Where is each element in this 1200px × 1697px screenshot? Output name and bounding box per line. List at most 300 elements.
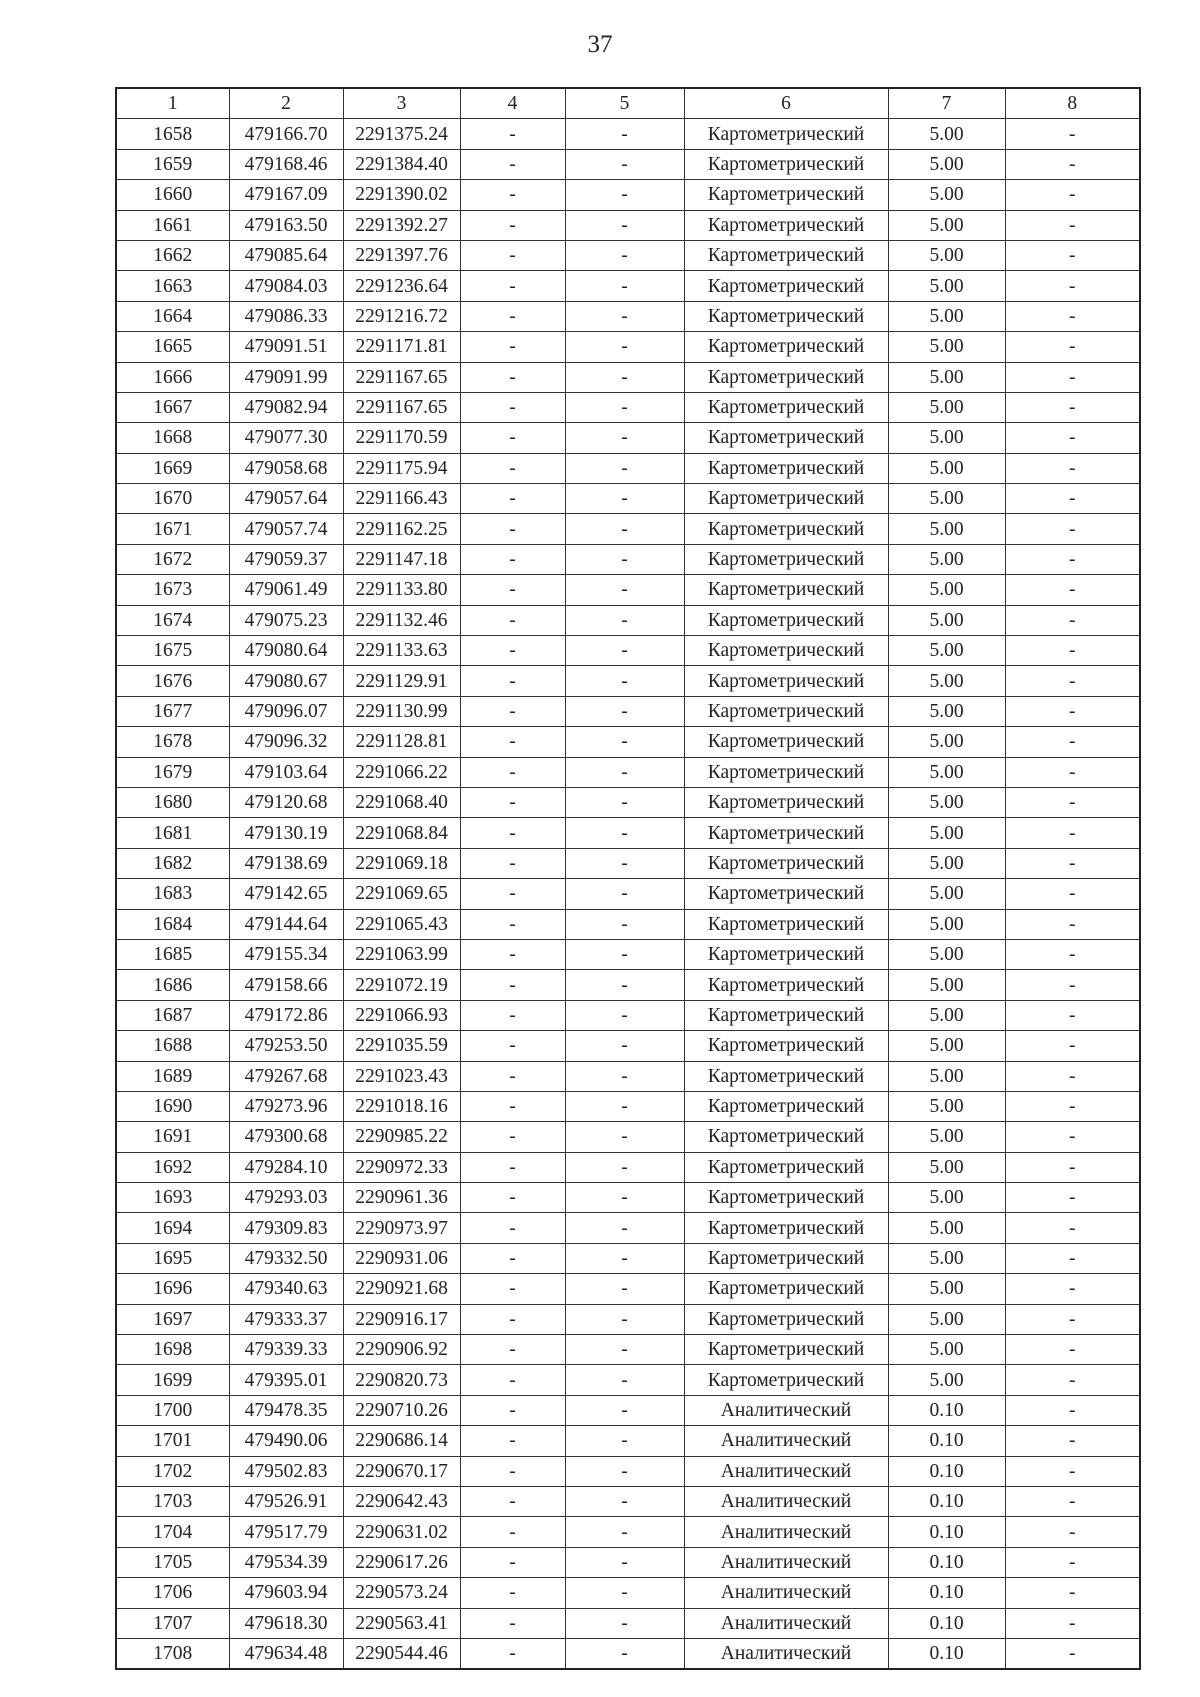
table-cell: 2290973.97 [343, 1213, 460, 1243]
table-cell: 1676 [116, 666, 229, 696]
table-cell: 1665 [116, 332, 229, 362]
table-cell: - [460, 818, 565, 848]
table-cell: - [1005, 1183, 1140, 1213]
table-cell: 5.00 [888, 1061, 1005, 1091]
table-cell: - [460, 575, 565, 605]
table-cell: - [460, 1091, 565, 1121]
table-cell: Картометрический [684, 818, 888, 848]
table-cell: 1693 [116, 1183, 229, 1213]
table-cell: 1698 [116, 1335, 229, 1365]
table-cell: 2291128.81 [343, 727, 460, 757]
table-cell: - [1005, 362, 1140, 392]
table-cell: 5.00 [888, 1031, 1005, 1061]
table-cell: - [1005, 696, 1140, 726]
table-cell: 1701 [116, 1426, 229, 1456]
table-cell: - [565, 1031, 684, 1061]
table-cell: 1677 [116, 696, 229, 726]
table-cell: 479293.03 [229, 1183, 343, 1213]
table-row [116, 1152, 1140, 1182]
table-cell: - [1005, 180, 1140, 210]
table-cell: - [1005, 392, 1140, 422]
table-cell: Картометрический [684, 909, 888, 939]
table-cell: 2291147.18 [343, 544, 460, 574]
table-cell: - [460, 1031, 565, 1061]
table-row [116, 818, 1140, 848]
table-cell: - [1005, 240, 1140, 270]
table-cell: - [460, 970, 565, 1000]
table-cell: - [460, 1426, 565, 1456]
table-cell: Картометрический [684, 1000, 888, 1030]
table-cell: Картометрический [684, 575, 888, 605]
table-cell: 0.10 [888, 1547, 1005, 1577]
table-cell: 1686 [116, 970, 229, 1000]
table-cell: 5.00 [888, 1243, 1005, 1273]
table-cell: Картометрический [684, 240, 888, 270]
table-row [116, 605, 1140, 635]
table-cell: - [460, 1486, 565, 1516]
table-cell: 5.00 [888, 423, 1005, 453]
table-cell: 1694 [116, 1213, 229, 1243]
table-cell: - [1005, 1547, 1140, 1577]
table-cell: 1672 [116, 544, 229, 574]
table-cell: 5.00 [888, 636, 1005, 666]
table-cell: Картометрический [684, 544, 888, 574]
table-row [116, 1608, 1140, 1638]
table-cell: 479080.67 [229, 666, 343, 696]
table-cell: - [460, 149, 565, 179]
table-row [116, 453, 1140, 483]
table-row [116, 1000, 1140, 1030]
table-cell: Картометрический [684, 727, 888, 757]
table-cell: - [1005, 423, 1140, 453]
table-cell: 2291216.72 [343, 301, 460, 331]
table-cell: - [565, 1638, 684, 1669]
table-cell: - [565, 240, 684, 270]
table-cell: - [565, 696, 684, 726]
table-cell: 1683 [116, 879, 229, 909]
table-cell: 479091.99 [229, 362, 343, 392]
table-cell: 2291392.27 [343, 210, 460, 240]
table-cell: - [565, 453, 684, 483]
table-cell: 2290931.06 [343, 1243, 460, 1273]
table-cell: Картометрический [684, 605, 888, 635]
table-cell: 479091.51 [229, 332, 343, 362]
table-cell: 479333.37 [229, 1304, 343, 1334]
table-cell: 1690 [116, 1091, 229, 1121]
table-cell: Картометрический [684, 1213, 888, 1243]
table-cell: - [460, 879, 565, 909]
table-cell: 2291069.65 [343, 879, 460, 909]
table-cell: 0.10 [888, 1578, 1005, 1608]
table-cell: 1669 [116, 453, 229, 483]
table-cell: 5.00 [888, 909, 1005, 939]
table-row [116, 1578, 1140, 1608]
table-cell: Аналитический [684, 1395, 888, 1425]
table-cell: 479603.94 [229, 1578, 343, 1608]
column-header-1: 1 [116, 88, 229, 119]
table-cell: 479284.10 [229, 1152, 343, 1182]
table-cell: - [565, 1608, 684, 1638]
table-cell: 2290820.73 [343, 1365, 460, 1395]
table-cell: 1705 [116, 1547, 229, 1577]
table-cell: - [1005, 1031, 1140, 1061]
table-cell: - [460, 909, 565, 939]
table-cell: 2291065.43 [343, 909, 460, 939]
table-cell: 2291397.76 [343, 240, 460, 270]
table-cell: 2291023.43 [343, 1061, 460, 1091]
table-row [116, 696, 1140, 726]
column-header-4: 4 [460, 88, 565, 119]
table-cell: 479085.64 [229, 240, 343, 270]
table-cell: Картометрический [684, 210, 888, 240]
table-row [116, 423, 1140, 453]
table-cell: Картометрический [684, 939, 888, 969]
table-cell: - [565, 1213, 684, 1243]
table-cell: - [1005, 484, 1140, 514]
table-row [116, 1395, 1140, 1425]
table-cell: 2290985.22 [343, 1122, 460, 1152]
table-row [116, 301, 1140, 331]
table-cell: 5.00 [888, 119, 1005, 149]
table-cell: 2290921.68 [343, 1274, 460, 1304]
table-cell: Картометрический [684, 848, 888, 878]
table-cell: 2291035.59 [343, 1031, 460, 1061]
table-cell: - [1005, 1091, 1140, 1121]
table-cell: - [460, 514, 565, 544]
table-cell: 1688 [116, 1031, 229, 1061]
table-cell: - [1005, 1426, 1140, 1456]
table-cell: - [1005, 787, 1140, 817]
table-cell: 479080.64 [229, 636, 343, 666]
table-cell: - [460, 1395, 565, 1425]
table-row [116, 1638, 1140, 1669]
table-cell: 1671 [116, 514, 229, 544]
table-cell: 0.10 [888, 1486, 1005, 1516]
table-cell: Картометрический [684, 1335, 888, 1365]
table-cell: - [460, 544, 565, 574]
table-cell: 2291170.59 [343, 423, 460, 453]
table-cell: Картометрический [684, 484, 888, 514]
table-cell: Картометрический [684, 1243, 888, 1273]
table-cell: Картометрический [684, 1091, 888, 1121]
table-cell: 1682 [116, 848, 229, 878]
table-cell: Аналитический [684, 1517, 888, 1547]
table-header-row [116, 88, 1140, 119]
table-cell: - [460, 727, 565, 757]
table-cell: - [565, 939, 684, 969]
table-cell: Картометрический [684, 666, 888, 696]
table-cell: - [1005, 970, 1140, 1000]
table-cell: 479395.01 [229, 1365, 343, 1395]
table-cell: 5.00 [888, 301, 1005, 331]
table-cell: 5.00 [888, 1000, 1005, 1030]
table-cell: - [1005, 1456, 1140, 1486]
column-header-2: 2 [229, 88, 343, 119]
table-cell: - [565, 1061, 684, 1091]
table-cell: 1678 [116, 727, 229, 757]
table-cell: 1689 [116, 1061, 229, 1091]
table-cell: - [565, 1091, 684, 1121]
table-cell: 479163.50 [229, 210, 343, 240]
table-cell: 2291166.43 [343, 484, 460, 514]
table-cell: - [1005, 119, 1140, 149]
table-row [116, 757, 1140, 787]
table-row [116, 1304, 1140, 1334]
table-cell: 0.10 [888, 1517, 1005, 1547]
table-cell: Картометрический [684, 1061, 888, 1091]
table-row [116, 1486, 1140, 1516]
table-cell: - [1005, 636, 1140, 666]
table-cell: 2291171.81 [343, 332, 460, 362]
table-cell: 1707 [116, 1608, 229, 1638]
table-cell: - [460, 1213, 565, 1243]
table-cell: 1706 [116, 1578, 229, 1608]
table-cell: Картометрический [684, 362, 888, 392]
table-cell: 2290972.33 [343, 1152, 460, 1182]
table-cell: Картометрический [684, 879, 888, 909]
table-cell: - [1005, 1000, 1140, 1030]
table-cell: - [460, 666, 565, 696]
table-row [116, 636, 1140, 666]
table-row [116, 362, 1140, 392]
table-cell: - [1005, 1274, 1140, 1304]
table-cell: 1680 [116, 787, 229, 817]
table-cell: 2291066.22 [343, 757, 460, 787]
table-row [116, 1547, 1140, 1577]
table-cell: Картометрический [684, 301, 888, 331]
table-cell: 2291162.25 [343, 514, 460, 544]
table-cell: - [565, 666, 684, 696]
table-cell: 5.00 [888, 1183, 1005, 1213]
table-cell: 1664 [116, 301, 229, 331]
table-cell: 479168.46 [229, 149, 343, 179]
table-cell: 479340.63 [229, 1274, 343, 1304]
table-cell: 5.00 [888, 757, 1005, 787]
table-cell: - [460, 696, 565, 726]
table-cell: 2290563.41 [343, 1608, 460, 1638]
table-cell: 1685 [116, 939, 229, 969]
table-row [116, 787, 1140, 817]
table-cell: - [565, 636, 684, 666]
table-cell: 5.00 [888, 453, 1005, 483]
table-cell: 2291132.46 [343, 605, 460, 635]
table-cell: 479077.30 [229, 423, 343, 453]
table-cell: - [460, 605, 565, 635]
table-cell: 479142.65 [229, 879, 343, 909]
table-cell: Картометрический [684, 1274, 888, 1304]
table-row [116, 1213, 1140, 1243]
table-cell: 2290916.17 [343, 1304, 460, 1334]
table-cell: 1662 [116, 240, 229, 270]
table-cell: - [1005, 1213, 1140, 1243]
table-cell: 479267.68 [229, 1061, 343, 1091]
table-row [116, 1183, 1140, 1213]
table-cell: 479166.70 [229, 119, 343, 149]
table-cell: Картометрический [684, 392, 888, 422]
table-cell: 1695 [116, 1243, 229, 1273]
table-cell: - [565, 1243, 684, 1273]
table-cell: - [565, 210, 684, 240]
table-cell: 1673 [116, 575, 229, 605]
table-cell: 5.00 [888, 332, 1005, 362]
table-cell: 1699 [116, 1365, 229, 1395]
table-cell: Картометрический [684, 787, 888, 817]
table-cell: 1667 [116, 392, 229, 422]
table-cell: 479526.91 [229, 1486, 343, 1516]
table-cell: 2291167.65 [343, 362, 460, 392]
table-cell: - [460, 636, 565, 666]
table-row [116, 392, 1140, 422]
table-cell: 5.00 [888, 1304, 1005, 1334]
table-cell: - [1005, 605, 1140, 635]
table-cell: 479138.69 [229, 848, 343, 878]
table-cell: 479478.35 [229, 1395, 343, 1425]
table-row [116, 879, 1140, 909]
table-cell: 2291133.80 [343, 575, 460, 605]
table-cell: 2291018.16 [343, 1091, 460, 1121]
table-row [116, 119, 1140, 149]
table-cell: - [1005, 1638, 1140, 1669]
table-cell: - [565, 1152, 684, 1182]
table-cell: 5.00 [888, 787, 1005, 817]
table-cell: 1660 [116, 180, 229, 210]
table-cell: - [565, 1395, 684, 1425]
table-cell: Картометрический [684, 970, 888, 1000]
table-cell: - [565, 1183, 684, 1213]
table-row [116, 1122, 1140, 1152]
table-cell: 2290906.92 [343, 1335, 460, 1365]
table-row [116, 210, 1140, 240]
table-cell: - [565, 514, 684, 544]
table-cell: 479084.03 [229, 271, 343, 301]
table-cell: - [1005, 1335, 1140, 1365]
table-cell: 2291133.63 [343, 636, 460, 666]
table-cell: 1687 [116, 1000, 229, 1030]
table-cell: 5.00 [888, 1365, 1005, 1395]
table-cell: Аналитический [684, 1456, 888, 1486]
table-cell: 479253.50 [229, 1031, 343, 1061]
page-number: 37 [587, 31, 613, 58]
table-cell: 5.00 [888, 392, 1005, 422]
table-cell: - [460, 453, 565, 483]
table-cell: Картометрический [684, 149, 888, 179]
table-cell: Картометрический [684, 332, 888, 362]
table-cell: - [565, 1365, 684, 1395]
table-cell: - [460, 392, 565, 422]
table-cell: - [460, 180, 565, 210]
table-cell: 5.00 [888, 271, 1005, 301]
table-cell: 479332.50 [229, 1243, 343, 1273]
table-cell: 2291375.24 [343, 119, 460, 149]
table-cell: Аналитический [684, 1547, 888, 1577]
table-cell: 5.00 [888, 149, 1005, 179]
table-cell: 479130.19 [229, 818, 343, 848]
table-cell: - [565, 1000, 684, 1030]
table-cell: 2290710.26 [343, 1395, 460, 1425]
table-cell: 5.00 [888, 575, 1005, 605]
table-cell: 2290617.26 [343, 1547, 460, 1577]
table-cell: - [460, 484, 565, 514]
table-cell: Картометрический [684, 119, 888, 149]
table-cell: 5.00 [888, 180, 1005, 210]
table-cell: - [565, 1456, 684, 1486]
table-cell: - [460, 1547, 565, 1577]
table-cell: 1700 [116, 1395, 229, 1425]
table-cell: - [1005, 514, 1140, 544]
table-cell: 479534.39 [229, 1547, 343, 1577]
table-cell: 5.00 [888, 484, 1005, 514]
table-cell: - [1005, 727, 1140, 757]
table-row [116, 1031, 1140, 1061]
table-cell: Картометрический [684, 271, 888, 301]
table-cell: 479502.83 [229, 1456, 343, 1486]
table-cell: 479058.68 [229, 453, 343, 483]
table-cell: - [565, 362, 684, 392]
table-row [116, 514, 1140, 544]
table-cell: 2291129.91 [343, 666, 460, 696]
table-cell: - [1005, 1608, 1140, 1638]
table-cell: - [460, 1365, 565, 1395]
table-cell: Картометрический [684, 180, 888, 210]
table-cell: 5.00 [888, 1274, 1005, 1304]
table-cell: 5.00 [888, 605, 1005, 635]
table-cell: - [460, 240, 565, 270]
table-cell: 479158.66 [229, 970, 343, 1000]
table-cell: 5.00 [888, 666, 1005, 696]
table-cell: 479096.07 [229, 696, 343, 726]
table-cell: - [565, 1335, 684, 1365]
table-cell: - [1005, 848, 1140, 878]
table-cell: - [565, 1304, 684, 1334]
table-cell: 1702 [116, 1456, 229, 1486]
table-row [116, 1243, 1140, 1273]
table-cell: - [1005, 1061, 1140, 1091]
table-cell: 479057.74 [229, 514, 343, 544]
table-cell: - [460, 210, 565, 240]
table-row [116, 1335, 1140, 1365]
table-cell: - [460, 1638, 565, 1669]
table-cell: - [460, 939, 565, 969]
table-cell: Аналитический [684, 1426, 888, 1456]
table-row [116, 970, 1140, 1000]
table-cell: - [1005, 453, 1140, 483]
table-cell: - [565, 1517, 684, 1547]
table-row [116, 909, 1140, 939]
table-cell: 5.00 [888, 727, 1005, 757]
table-cell: - [565, 605, 684, 635]
table-cell: 479059.37 [229, 544, 343, 574]
table-cell: - [1005, 1152, 1140, 1182]
table-cell: - [460, 1578, 565, 1608]
table-cell: 1659 [116, 149, 229, 179]
table-cell: - [565, 119, 684, 149]
table-cell: 2291072.19 [343, 970, 460, 1000]
table-cell: 2291130.99 [343, 696, 460, 726]
table-cell: - [1005, 1304, 1140, 1334]
table-cell: - [1005, 271, 1140, 301]
table-cell: 1679 [116, 757, 229, 787]
table-cell: - [565, 271, 684, 301]
table-cell: 479634.48 [229, 1638, 343, 1669]
table-cell: 1681 [116, 818, 229, 848]
table-cell: 5.00 [888, 818, 1005, 848]
table-cell: 2291068.84 [343, 818, 460, 848]
table-cell: 0.10 [888, 1608, 1005, 1638]
table-cell: Картометрический [684, 696, 888, 726]
table-cell: - [460, 332, 565, 362]
table-cell: 2291384.40 [343, 149, 460, 179]
table-cell: 479061.49 [229, 575, 343, 605]
